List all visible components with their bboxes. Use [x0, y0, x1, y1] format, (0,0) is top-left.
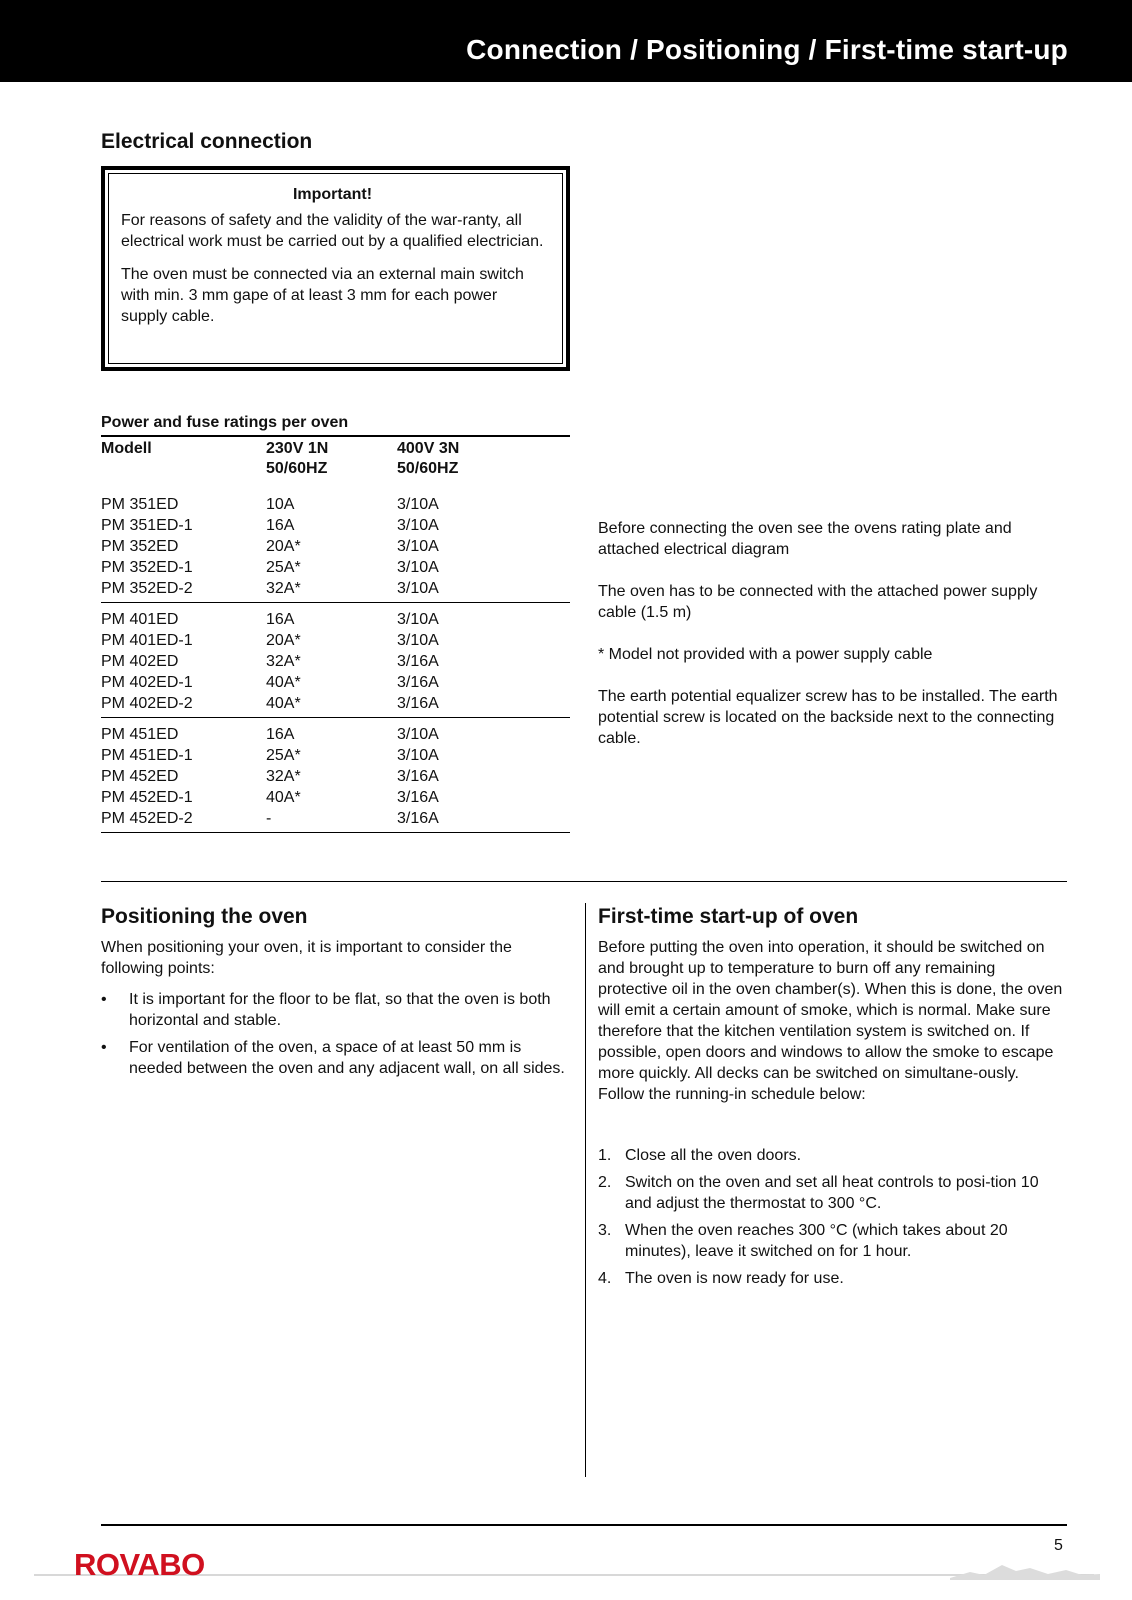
note-rating-plate: Before connecting the oven see the ovens rating plate and attached electrical diagram — [598, 520, 1012, 558]
model-cell: PM 402ED — [101, 653, 179, 670]
electrical-heading: Electrical connection — [101, 130, 313, 153]
page-number: 5 — [1054, 1537, 1063, 1554]
model-cell: PM 352ED-1 — [101, 559, 193, 576]
table-row — [101, 536, 570, 557]
important-title: Important! — [292, 186, 373, 203]
fuse-400v-cell: 3/16A — [397, 674, 439, 691]
model-cell: PM 451ED — [101, 726, 179, 743]
table-row — [101, 693, 570, 714]
bullet-icon: • — [101, 991, 107, 1008]
fuse-400v-cell: 3/16A — [397, 789, 439, 806]
table-row — [101, 766, 570, 787]
important-paragraph-2: The oven must be connected via an external main switch with min. 3 mm gape of at least 3 mm for each power supply cable. — [121, 266, 524, 325]
table-row — [101, 724, 570, 745]
bullet-text: For ventilation of the oven, a space of at least 50 mm is needed between the oven and any adjacent wall, on all sides. — [129, 1039, 565, 1077]
step-text: Switch on the oven and set all heat controls to posi-tion 10 and adjust the thermostat to 300 °C. — [625, 1174, 1039, 1212]
fuse-400v-cell: 3/16A — [397, 695, 439, 712]
model-cell: PM 402ED-2 — [101, 695, 193, 712]
model-cell: PM 452ED-1 — [101, 789, 193, 806]
model-cell: PM 452ED — [101, 768, 179, 785]
fuse-230v-cell: 16A — [266, 726, 295, 743]
fuse-230v-cell: 20A* — [266, 538, 301, 555]
fuse-230v-cell: 32A* — [266, 580, 301, 597]
table-top-rule — [101, 435, 570, 437]
model-cell: PM 351ED-1 — [101, 517, 193, 534]
fuse-400v-cell: 3/10A — [397, 747, 439, 764]
step-text: When the oven reaches 300 °C (which takes about 20 minutes), leave it switched on for 1 hour. — [625, 1222, 1008, 1260]
fuse-230v-cell: 40A* — [266, 674, 301, 691]
important-paragraph-1: For reasons of safety and the validity of the war-ranty, all electrical work must be carried out by a qualified electrician. — [121, 212, 544, 250]
note-power-cable: The oven has to be connected with the attached power supply cable (1.5 m) — [598, 583, 1038, 621]
fuse-400v-cell: 3/10A — [397, 726, 439, 743]
list-item — [598, 1268, 1068, 1289]
fuse-400v-cell: 3/16A — [397, 768, 439, 785]
model-cell: PM 401ED — [101, 611, 179, 628]
table-row — [101, 745, 570, 766]
step-number: 2. — [598, 1174, 612, 1191]
list-item — [101, 989, 571, 1031]
table-row — [101, 609, 570, 630]
model-cell: PM 351ED — [101, 496, 179, 513]
fuse-230v-cell: - — [266, 810, 272, 827]
fuse-230v-cell: 25A* — [266, 747, 301, 764]
column-header-model: Modell — [101, 440, 152, 457]
model-cell: PM 451ED-1 — [101, 747, 193, 764]
ratings-group-450 — [101, 724, 570, 833]
note-asterisk: * Model not provided with a power supply cable — [598, 646, 933, 663]
fuse-400v-cell: 3/10A — [397, 611, 439, 628]
table-row — [101, 651, 570, 672]
table-row — [101, 557, 570, 578]
fuse-230v-cell: 40A* — [266, 695, 301, 712]
list-item — [598, 1145, 1068, 1166]
fuse-400v-cell: 3/10A — [397, 496, 439, 513]
fuse-230v-cell: 25A* — [266, 559, 301, 576]
step-number: 4. — [598, 1270, 612, 1287]
step-number: 3. — [598, 1222, 612, 1239]
step-text: Close all the oven doors. — [625, 1147, 802, 1164]
fuse-230v-cell: 20A* — [266, 632, 301, 649]
table-row — [101, 515, 570, 536]
header-bar — [0, 0, 1132, 82]
note-earth-screw: The earth potential equalizer screw has to be installed. The earth potential screw is located on the backside next to the connecting cable. — [598, 688, 1058, 747]
startup-steps — [598, 1145, 1068, 1295]
table-row — [101, 630, 570, 651]
page-title: Connection / Positioning / First-time start-up — [466, 34, 1068, 65]
fuse-230v-cell: 40A* — [266, 789, 301, 806]
fuse-400v-cell: 3/10A — [397, 632, 439, 649]
model-cell: PM 402ED-1 — [101, 674, 193, 691]
column-divider — [585, 903, 586, 1477]
ratings-group-350 — [101, 494, 570, 603]
table-row — [101, 787, 570, 808]
table-row — [101, 672, 570, 693]
fuse-400v-cell: 3/16A — [397, 810, 439, 827]
fuse-400v-cell: 3/16A — [397, 653, 439, 670]
important-box — [101, 166, 570, 371]
fuse-400v-cell: 3/10A — [397, 580, 439, 597]
fuse-400v-cell: 3/10A — [397, 559, 439, 576]
startup-intro: Before putting the oven into operation, it should be switched on and brought up to temperature to burn off any remaining protective oil in the oven chamber(s). When this is done, the oven will emit a certain amount of smoke, which is normal. Make sure therefore that the kitchen ventilation system is switched on. If possible, open doors and windows to allow the smoke to escape more quickly. All decks can be switched on simultane-ously. Follow the running-in schedule below: — [598, 939, 1063, 1103]
ratings-table-title: Power and fuse ratings per oven — [101, 414, 349, 431]
step-text: The oven is now ready for use. — [625, 1270, 844, 1287]
model-cell: PM 401ED-1 — [101, 632, 193, 649]
bullet-text: It is important for the floor to be flat, so that the oven is both horizontal and stable. — [129, 991, 551, 1029]
fuse-230v-cell: 32A* — [266, 768, 301, 785]
connection-notes — [598, 518, 1070, 770]
fuse-400v-cell: 3/10A — [397, 517, 439, 534]
rovabo-logo: ROVABO — [74, 1547, 205, 1582]
list-item — [598, 1220, 1068, 1262]
startup-heading: First-time start-up of oven — [598, 905, 859, 928]
fuse-230v-cell: 16A — [266, 517, 295, 534]
bullet-icon: • — [101, 1039, 107, 1056]
fuse-400v-cell: 3/10A — [397, 538, 439, 555]
table-row — [101, 578, 570, 599]
column-header-230v: 230V 1N 50/60HZ — [266, 440, 329, 477]
fuse-230v-cell: 16A — [266, 611, 295, 628]
column-header-400v: 400V 3N 50/60HZ — [397, 440, 460, 477]
list-item — [598, 1172, 1068, 1214]
model-cell: PM 352ED-2 — [101, 580, 193, 597]
mountain-icon — [950, 1560, 1100, 1584]
table-row — [101, 808, 570, 829]
step-number: 1. — [598, 1147, 612, 1164]
positioning-intro: When positioning your oven, it is important to consider the following points: — [101, 939, 512, 977]
section-divider — [101, 881, 1067, 882]
positioning-bullets — [101, 989, 571, 1085]
list-item — [101, 1037, 571, 1079]
table-row — [101, 494, 570, 515]
ratings-group-400 — [101, 609, 570, 718]
fuse-230v-cell: 32A* — [266, 653, 301, 670]
model-cell: PM 352ED — [101, 538, 179, 555]
positioning-heading: Positioning the oven — [101, 905, 308, 928]
model-cell: PM 452ED-2 — [101, 810, 193, 827]
footer-rule — [101, 1524, 1067, 1526]
fuse-230v-cell: 10A — [266, 496, 295, 513]
